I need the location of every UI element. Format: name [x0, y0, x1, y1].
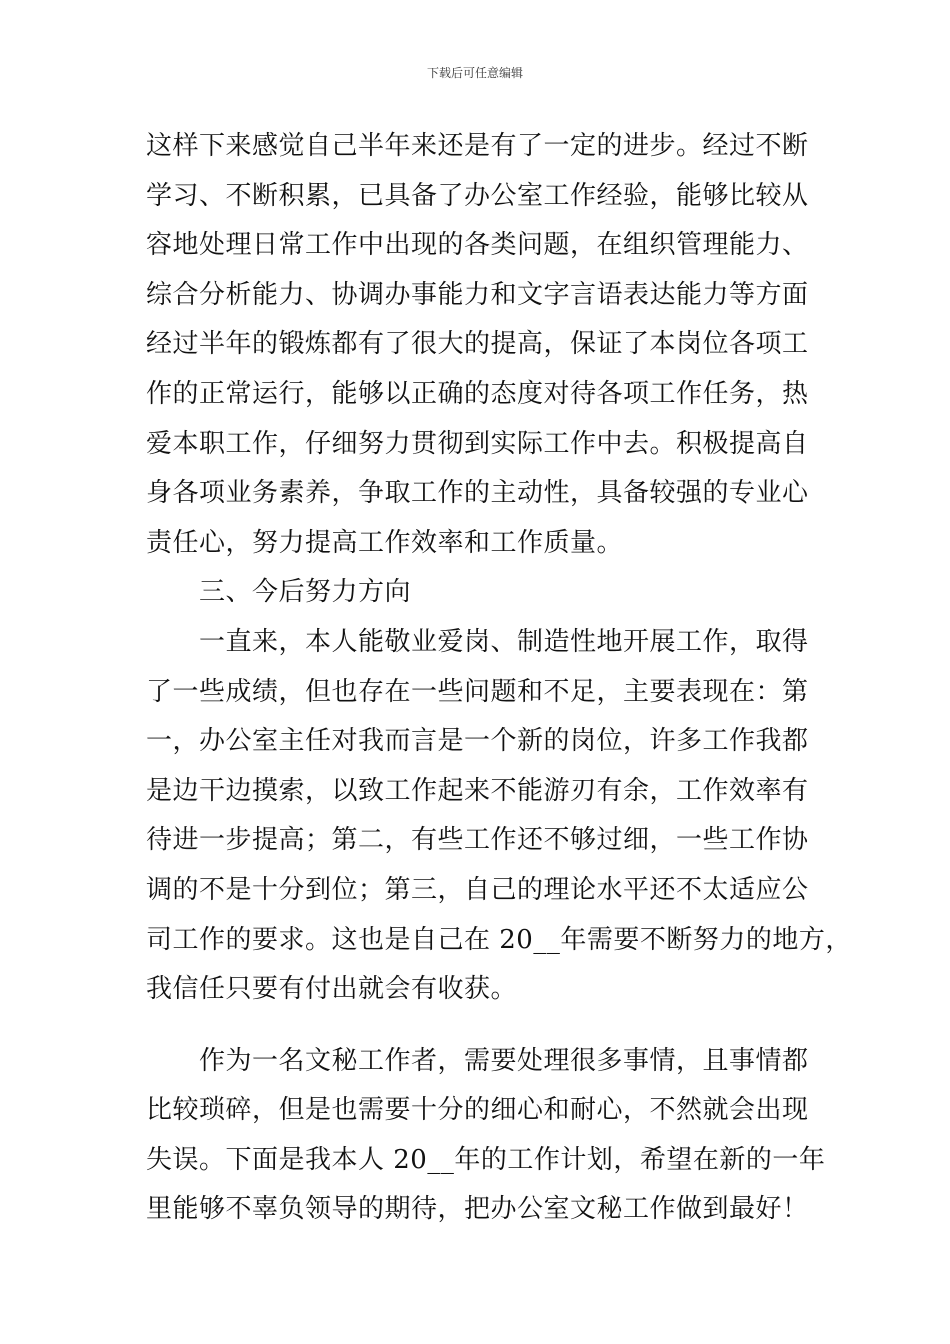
text-block-2	[146, 1037, 826, 1235]
paragraph-gap	[146, 1015, 826, 1037]
document-body	[146, 122, 852, 1235]
text-line: 作为一名文秘工作者，需要处理很多事情，且事情都	[146, 1045, 809, 1076]
text-line: 待进一步提高；第二，有些工作还不够过细，一些工作协	[146, 825, 809, 856]
text-line: 里能够不辜负领导的期待，把办公室文秘工作做到最好！	[146, 1194, 809, 1225]
text-line: 我信任只要有付出就会有收获。	[146, 974, 518, 1005]
text-line: 身各项业务素养，争取工作的主动性，具备较强的专业心	[146, 478, 809, 509]
text-line: 作的正常运行，能够以正确的态度对待各项工作任务，热	[146, 378, 809, 409]
text-line: 了一些成绩，但也存在一些问题和不足，主要表现在：第	[146, 676, 809, 707]
text-line: 失误。下面是我本人 20__年的工作计划，希望在新的一年	[146, 1144, 826, 1175]
section-heading: 三、今后努力方向	[146, 577, 412, 608]
text-line: 这样下来感觉自己半年来还是有了一定的进步。经过不断	[146, 131, 809, 161]
text-line: 一直来，本人能敬业爱岗、制造性地开展工作，取得	[146, 626, 809, 657]
text-line: 是边干边摸索，以致工作起来不能游刃有余，工作效率有	[146, 775, 809, 806]
text-line: 调的不是十分到位；第三，自己的理论水平还不太适应公	[146, 874, 809, 905]
text-line: 爱本职工作，仔细努力贯彻到实际工作中去。积极提高自	[146, 428, 809, 459]
text-line: 比较琐碎，但是也需要十分的细心和耐心，不然就会出现	[146, 1095, 809, 1126]
page-header-note: 下载后可任意编辑	[426, 66, 523, 80]
text-line: 经过半年的锻炼都有了很大的提高，保证了本岗位各项工	[146, 329, 809, 360]
text-line: 容地处理日常工作中出现的各类问题，在组织管理能力、	[146, 230, 809, 261]
text-line: 学习、不断积累，已具备了办公室工作经验，能够比较从	[146, 180, 809, 211]
text-block-1	[146, 122, 852, 1015]
text-line: 一，办公室主任对我而言是一个新的岗位，许多工作我都	[146, 726, 809, 757]
text-line: 责任心，努力提高工作效率和工作质量。	[146, 527, 624, 558]
text-line: 司工作的要求。这也是自己在 20__年需要不断努力的地方，	[146, 924, 852, 955]
text-line: 综合分析能力、协调办事能力和文字言语表达能力等方面	[146, 279, 809, 310]
